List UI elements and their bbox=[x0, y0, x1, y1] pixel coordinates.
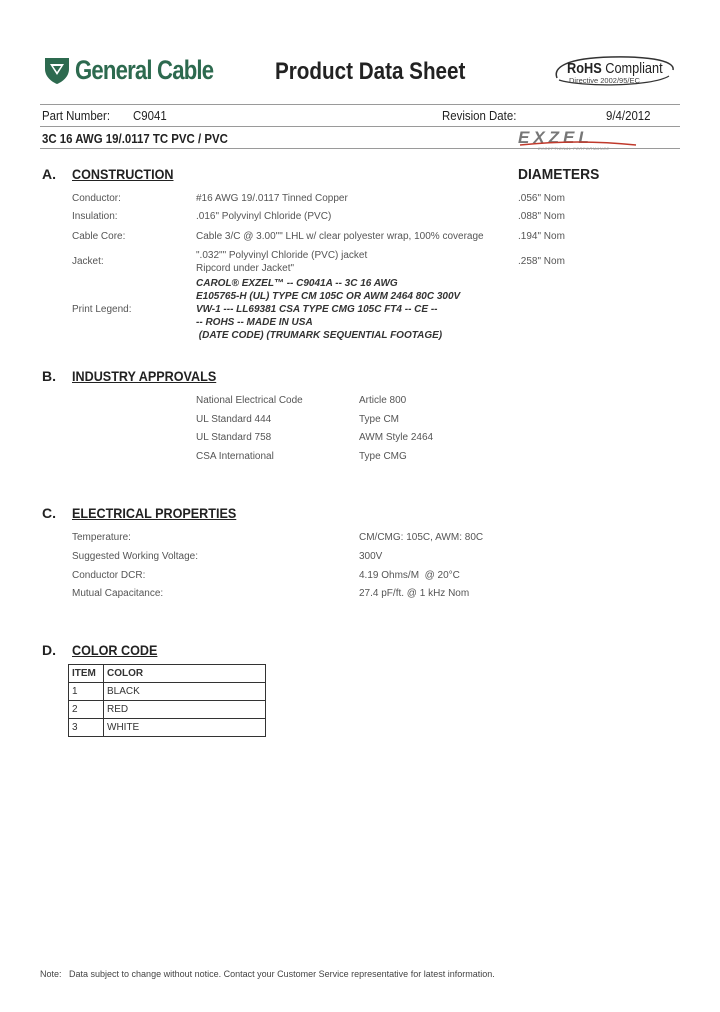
company-logo bbox=[43, 50, 244, 90]
section-letter: B. bbox=[42, 368, 56, 384]
print-legend-line: VW-1 --- LL69381 CSA TYPE CMG 105C FT4 -- CE -- bbox=[196, 304, 438, 315]
section-letter: A. bbox=[42, 166, 56, 182]
table-row bbox=[69, 683, 266, 701]
footer-note: Note: Data subject to change without notice. Contact your Customer Service representative for latest information. bbox=[40, 969, 495, 979]
rohs-compliant-label: Compliant bbox=[601, 60, 663, 77]
part-number-value: C9041 bbox=[133, 108, 167, 123]
jacket-value-line-1: ".032"" Polyvinyl Chloride (PVC) jacket bbox=[196, 250, 368, 261]
property-name: Suggested Working Voltage: bbox=[72, 551, 199, 562]
rohs-label: RoHS bbox=[567, 60, 602, 77]
exzel-tagline: EXCEPTIONAL PERFORMANCE bbox=[538, 146, 610, 151]
jacket-label: Jacket: bbox=[72, 256, 104, 267]
column-header-color: COLOR bbox=[104, 665, 266, 683]
page-title: Product Data Sheet bbox=[275, 58, 466, 85]
property-name: Conductor DCR: bbox=[72, 570, 146, 581]
logo-text: General Cable bbox=[75, 54, 214, 85]
divider bbox=[40, 148, 680, 149]
print-legend-line: E105765-H (UL) TYPE CM 105C OR AWM 2464 80C 300V bbox=[196, 291, 461, 302]
section-title-approvals: INDUSTRY APPROVALS bbox=[72, 368, 217, 384]
jacket-value-line-2: Ripcord under Jacket" bbox=[196, 263, 295, 274]
cable-core-label: Cable Core: bbox=[72, 231, 126, 242]
jacket-diameter: .258" Nom bbox=[518, 256, 565, 267]
section-title-color-code: COLOR CODE bbox=[72, 642, 158, 658]
property-name: Temperature: bbox=[72, 532, 131, 543]
cable-core-value: Cable 3/C @ 3.00"" LHL w/ clear polyester wrap, 100% coverage bbox=[196, 231, 484, 242]
insulation-value: .016" Polyvinyl Chloride (PVC) bbox=[196, 211, 332, 222]
property-value: CM/CMG: 105C, AWM: 80C bbox=[359, 532, 484, 543]
cable-core-diameter: .194" Nom bbox=[518, 231, 565, 242]
print-legend-label: Print Legend: bbox=[72, 304, 132, 315]
table-cell-item: 1 bbox=[69, 683, 104, 701]
conductor-label: Conductor: bbox=[72, 193, 121, 204]
part-number-label: Part Number: bbox=[42, 108, 111, 123]
exzel-logo-text: EXZEL bbox=[518, 128, 593, 147]
approval-value: Type CMG bbox=[359, 451, 407, 462]
approval-name: UL Standard 758 bbox=[196, 432, 272, 443]
insulation-diameter: .088" Nom bbox=[518, 211, 565, 222]
revision-date-label: Revision Date: bbox=[442, 108, 517, 123]
conductor-value: #16 AWG 19/.0117 Tinned Copper bbox=[196, 193, 348, 204]
color-code-table bbox=[68, 664, 266, 737]
approval-name: UL Standard 444 bbox=[196, 414, 272, 425]
conductor-diameter: .056" Nom bbox=[518, 193, 565, 204]
revision-date-value: 9/4/2012 bbox=[606, 108, 651, 123]
cable-description: 3C 16 AWG 19/.0117 TC PVC / PVC bbox=[42, 131, 228, 146]
approval-value: Article 800 bbox=[359, 395, 407, 406]
table-cell-color: RED bbox=[104, 701, 266, 719]
table-cell-item: 2 bbox=[69, 701, 104, 719]
rohs-directive: Directive 2002/95/EC bbox=[569, 76, 640, 85]
table-cell-color: WHITE bbox=[104, 719, 266, 737]
section-letter: D. bbox=[42, 642, 56, 658]
approval-value: Type CM bbox=[359, 414, 400, 425]
property-value: 4.19 Ohms/M @ 20°C bbox=[359, 570, 460, 581]
section-letter: C. bbox=[42, 505, 56, 521]
section-title-construction: CONSTRUCTION bbox=[72, 166, 174, 182]
section-title-electrical: ELECTRICAL PROPERTIES bbox=[72, 505, 237, 521]
rohs-badge bbox=[551, 54, 677, 88]
property-value: 27.4 pF/ft. @ 1 kHz Nom bbox=[359, 588, 470, 599]
diameters-title: DIAMETERS bbox=[518, 166, 600, 183]
shield-icon bbox=[43, 55, 71, 85]
print-legend-line: CAROL® EXZEL™ -- C9041A -- 3C 16 AWG bbox=[196, 278, 398, 289]
insulation-label: Insulation: bbox=[72, 211, 118, 222]
property-name: Mutual Capacitance: bbox=[72, 588, 164, 599]
approval-value: AWM Style 2464 bbox=[359, 432, 434, 443]
print-legend-line: (DATE CODE) (TRUMARK SEQUENTIAL FOOTAGE) bbox=[196, 330, 443, 341]
table-row bbox=[69, 719, 266, 737]
column-header-item: ITEM bbox=[69, 665, 104, 683]
approval-name: CSA International bbox=[196, 451, 274, 462]
property-value: 300V bbox=[359, 551, 383, 562]
divider bbox=[40, 104, 680, 105]
print-legend-line: -- ROHS -- MADE IN USA bbox=[196, 317, 313, 328]
table-header-row bbox=[69, 665, 266, 683]
divider bbox=[40, 126, 680, 127]
table-row bbox=[69, 701, 266, 719]
approval-name: National Electrical Code bbox=[196, 395, 303, 406]
table-cell-color: BLACK bbox=[104, 683, 266, 701]
table-cell-item: 3 bbox=[69, 719, 104, 737]
